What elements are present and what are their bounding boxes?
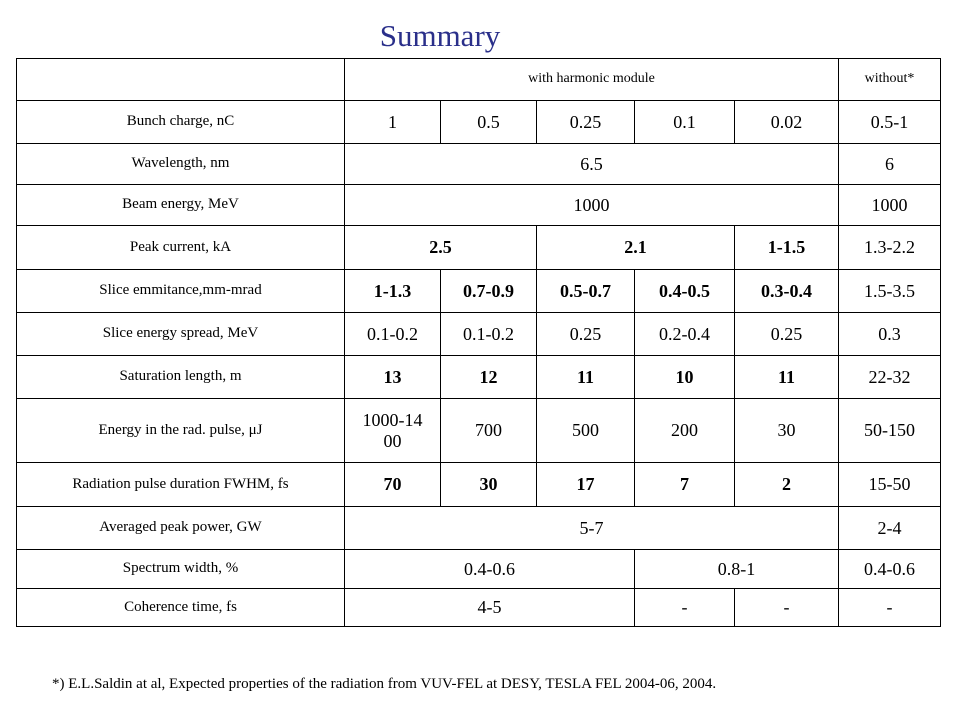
table-cell: 0.02 — [735, 101, 839, 144]
table-cell: 10 — [635, 356, 735, 399]
table-cell: 0.1 — [635, 101, 735, 144]
table-cell: 0.3 — [839, 313, 941, 356]
table-cell: 0.3-0.4 — [735, 270, 839, 313]
table-cell: 0.5-1 — [839, 101, 941, 144]
table-cell: 0.7-0.9 — [441, 270, 537, 313]
table-cell: 0.1-0.2 — [441, 313, 537, 356]
row-label: Energy in the rad. pulse, μJ — [17, 399, 345, 463]
row-label: Bunch charge, nC — [17, 101, 345, 144]
table-row — [17, 589, 941, 627]
table-row — [17, 356, 941, 399]
table-cell: 17 — [537, 463, 635, 507]
table-cell: 1.5-3.5 — [839, 270, 941, 313]
table-cell: 2.5 — [345, 226, 537, 270]
summary-table — [16, 58, 941, 627]
table-row — [17, 550, 941, 589]
table-row — [17, 144, 941, 185]
table-cell: 22-32 — [839, 356, 941, 399]
table-cell: 0.25 — [537, 313, 635, 356]
table-row — [17, 270, 941, 313]
row-label: Beam energy, MeV — [17, 185, 345, 226]
table-cell: 12 — [441, 356, 537, 399]
row-label: Peak current, kA — [17, 226, 345, 270]
row-label: Wavelength, nm — [17, 144, 345, 185]
table-cell: 6.5 — [345, 144, 839, 185]
table-cell: 200 — [635, 399, 735, 463]
table-cell: 5-7 — [345, 507, 839, 550]
table-cell: 0.25 — [735, 313, 839, 356]
table-cell: 0.2-0.4 — [635, 313, 735, 356]
table-row — [17, 226, 941, 270]
table-cell: 30 — [735, 399, 839, 463]
row-label: Slice emmitance,mm-mrad — [17, 270, 345, 313]
table-cell: - — [839, 589, 941, 627]
table-cell: 70 — [345, 463, 441, 507]
table-cell: 13 — [345, 356, 441, 399]
footnote: *) E.L.Saldin at al, Expected properties of the radiation from VUV-FEL at DESY, TESLA FEL 2004-06, 2004. — [52, 676, 717, 692]
table-cell: 1-1.5 — [735, 226, 839, 270]
table-cell: 0.5-0.7 — [537, 270, 635, 313]
table-cell: 1.3-2.2 — [839, 226, 941, 270]
table-cell: 1000 — [345, 185, 839, 226]
table-cell: 0.25 — [537, 101, 635, 144]
table-row — [17, 463, 941, 507]
table-cell: 0.1-0.2 — [345, 313, 441, 356]
table-cell: 2-4 — [839, 507, 941, 550]
table-cell: 11 — [537, 356, 635, 399]
table-row — [17, 507, 941, 550]
table-row — [17, 101, 941, 144]
page-title: Summary — [379, 18, 501, 53]
table-cell: 2 — [735, 463, 839, 507]
table-cell: 7 — [635, 463, 735, 507]
table-cell: 0.4-0.6 — [839, 550, 941, 589]
table-cell: 2.1 — [537, 226, 735, 270]
row-label: Spectrum width, % — [17, 550, 345, 589]
table-cell: 700 — [441, 399, 537, 463]
table-cell: 1000 — [839, 185, 941, 226]
header-empty-cell — [17, 59, 345, 101]
table-cell — [345, 399, 441, 463]
row-label: Coherence time, fs — [17, 589, 345, 627]
table-row — [17, 185, 941, 226]
table-cell: 500 — [537, 399, 635, 463]
table-cell: 15-50 — [839, 463, 941, 507]
row-label: Saturation length, m — [17, 356, 345, 399]
table-cell: 0.4-0.5 — [635, 270, 735, 313]
header-without: without* — [839, 59, 941, 101]
table-cell: 1 — [345, 101, 441, 144]
table-row — [17, 399, 941, 463]
header-with-harmonic: with harmonic module — [345, 59, 839, 101]
row-label: Slice energy spread, MeV — [17, 313, 345, 356]
table-cell: 1-1.3 — [345, 270, 441, 313]
table-row — [17, 313, 941, 356]
table-cell: 0.4-0.6 — [345, 550, 635, 589]
table-cell: 11 — [735, 356, 839, 399]
table-cell: - — [635, 589, 735, 627]
row-label: Radiation pulse duration FWHM, fs — [17, 463, 345, 507]
table-cell: 6 — [839, 144, 941, 185]
wrapped-value: 1000-1400 — [362, 409, 423, 451]
table-row — [17, 59, 941, 101]
row-label: Averaged peak power, GW — [17, 507, 345, 550]
table-cell: 0.5 — [441, 101, 537, 144]
table-cell: - — [735, 589, 839, 627]
table-cell: 0.8-1 — [635, 550, 839, 589]
table-cell: 50-150 — [839, 399, 941, 463]
table-cell: 30 — [441, 463, 537, 507]
table-cell: 4-5 — [345, 589, 635, 627]
